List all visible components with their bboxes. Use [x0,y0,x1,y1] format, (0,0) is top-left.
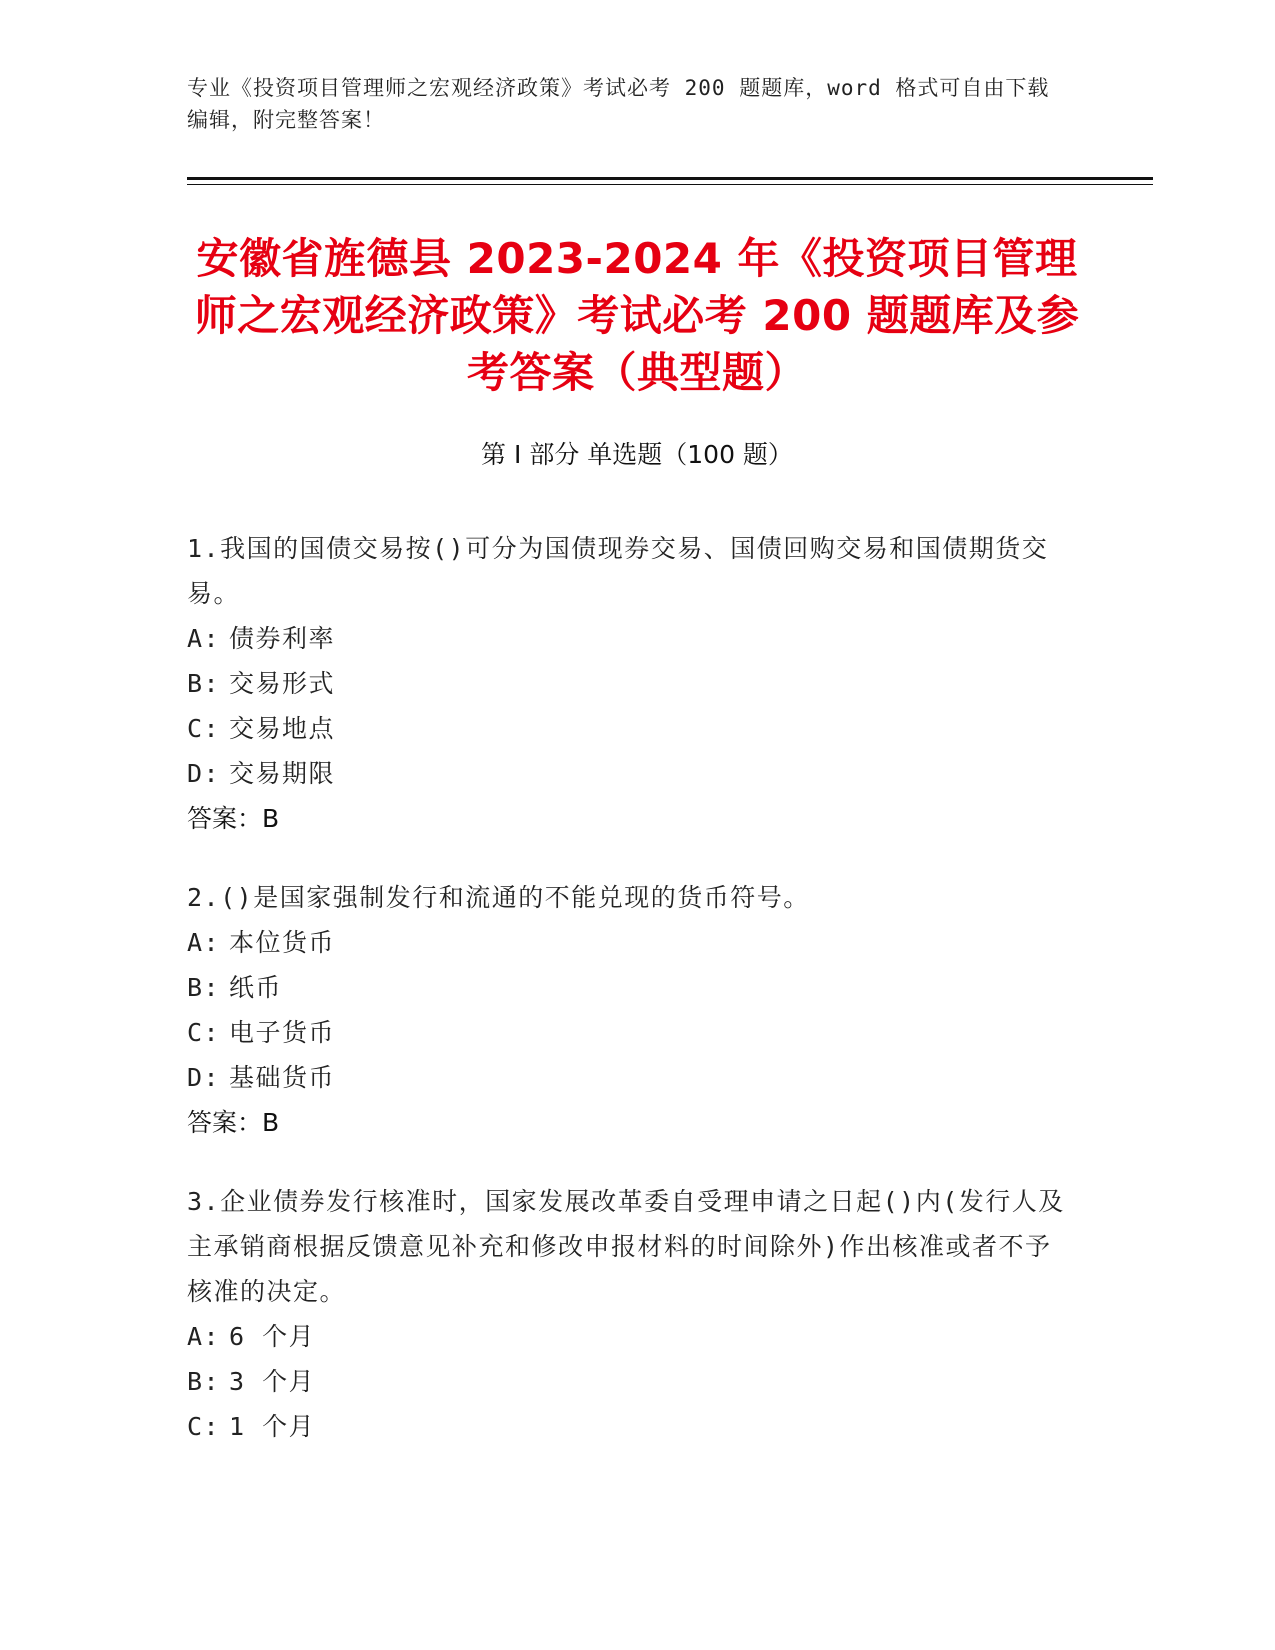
option-b [187,661,1067,706]
question-2 [187,875,1067,1145]
option-b [187,1359,1067,1404]
question-1 [187,526,1067,841]
option-text: 纸币 [229,973,283,1002]
header-note: 专业《投资项目管理师之宏观经济政策》考试必考 200 题题库，word 格式可自由下载编辑，附完整答案！ [187,76,1050,132]
question-list [187,526,1067,1483]
option-text: 3 个月 [229,1367,316,1396]
option-key: D: [187,1063,221,1092]
option-text: 债券利率 [229,624,336,653]
option-text: 1 个月 [229,1412,316,1441]
option-text: 基础货币 [229,1063,336,1092]
answer: 答案：B [187,1108,280,1137]
question-stem: 1.我国的国债交易按()可分为国债现券交易、国债回购交易和国债期货交易。 [187,534,1049,608]
question-3 [187,1179,1067,1449]
option-key: C: [187,1018,221,1047]
option-d [187,751,1067,796]
option-c [187,1010,1067,1055]
option-a [187,616,1067,661]
header-rule-thin [187,184,1153,185]
option-a [187,920,1067,965]
option-b [187,965,1067,1010]
header-rule-thick [187,177,1153,180]
option-key: C: [187,1412,221,1441]
option-c [187,706,1067,751]
section-title: 第 I 部分 单选题（100 题） [481,440,793,469]
answer: 答案：B [187,804,280,833]
option-text: 交易形式 [229,669,336,698]
option-key: A: [187,1322,221,1351]
option-text: 本位货币 [229,928,336,957]
option-key: D: [187,759,221,788]
document-title: 安徽省旌德县 2023-2024 年《投资项目管理师之宏观经济政策》考试必考 200 题题库及参考答案（典型题） [194,234,1080,397]
question-stem: 3.企业债券发行核准时，国家发展改革委自受理申请之日起()内(发行人及主承销商根据反馈意见补充和修改申报材料的时间除外)作出核准或者不予核准的决定。 [187,1187,1065,1306]
option-key: A: [187,624,221,653]
option-text: 交易地点 [229,714,336,743]
option-c [187,1404,1067,1449]
option-text: 6 个月 [229,1322,316,1351]
option-key: B: [187,973,221,1002]
option-a [187,1314,1067,1359]
option-key: B: [187,1367,221,1396]
option-text: 交易期限 [229,759,336,788]
option-text: 电子货币 [229,1018,336,1047]
option-key: C: [187,714,221,743]
option-d [187,1055,1067,1100]
option-key: A: [187,928,221,957]
option-key: B: [187,669,221,698]
question-stem: 2.()是国家强制发行和流通的不能兑现的货币符号。 [187,883,810,912]
